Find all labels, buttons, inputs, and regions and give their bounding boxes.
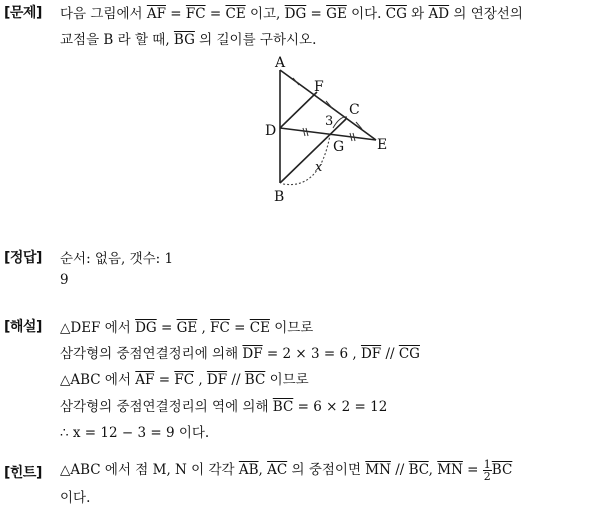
label-D: D [265, 123, 277, 139]
problem-line-1: 다음 그림에서 $\overline{AF} = \overline{FC} = \overline{CE}$ 이고, $\overline{DG} = \overline{GE}$ 이다. $\overline{CG}$ 와 $\overline{AD}$ 의 연장선의 [60, 6, 523, 22]
answer-line-2: 9 [60, 272, 69, 288]
answer-tag: [정답] [4, 250, 42, 266]
explanation-line-4: 삼각형의 중점연결정리의 역에 의해 $\overline{BC} = 6 \times 2 = 12$ [60, 399, 388, 415]
hint-line-2: 이다. [60, 490, 91, 506]
label-F: F [314, 79, 324, 95]
arc-3 [333, 117, 347, 128]
label-G: G [333, 139, 345, 155]
label-B: B [274, 189, 285, 205]
label-3: 3 [325, 114, 334, 129]
hint-line-1: △ABC 에서 점 M, N 이 각각 $\overline{AB}$, $\overline{AC}$ 의 중점이면 $\overline{MN} // \overline{BC}$, $\overline{MN}$ = $\frac{1}{2}$ $\overline{BC}$ [60, 458, 513, 483]
problem-tag: [문제] [4, 5, 42, 21]
geometry-figure [255, 50, 405, 210]
explanation-line-3: △ABC 에서 $\overline{AF} = \overline{FC}$ , $\overline{DF} // \overline{BC}$ 이므로 [60, 372, 309, 388]
explanation-line-1: △DEF 에서 $\overline{DG} = \overline{GE}$ , $\overline{FC} = \overline{CE}$ 이므로 [60, 320, 314, 336]
explanation-line-5: ∴ x = 12 − 3 = 9 이다. [60, 425, 210, 441]
tick-AF [293, 78, 299, 85]
label-A: A [275, 55, 286, 71]
tick-DG-1 [303, 128, 305, 136]
explanation-tag: [해설] [4, 319, 42, 335]
fraction-one-half: $\frac{1}{2}$ [483, 458, 491, 483]
label-C: C [349, 102, 360, 118]
label-E: E [377, 137, 388, 153]
segment-DF [280, 92, 317, 128]
problem-line-2: 교점을 B 라 할 때, $\overline{BG}$ 의 길이를 구하시오. [60, 32, 317, 48]
answer-line-1: 순서: 없음, 갯수: 1 [60, 251, 174, 267]
hint-tag: [힌트] [4, 465, 42, 481]
explanation-line-2: 삼각형의 중점연결정리에 의해 $\overline{DF} = 2 \times 3 = 6$ , $\overline{DF} // \overline{CG}$ [60, 346, 420, 362]
label-x: x [315, 160, 323, 175]
